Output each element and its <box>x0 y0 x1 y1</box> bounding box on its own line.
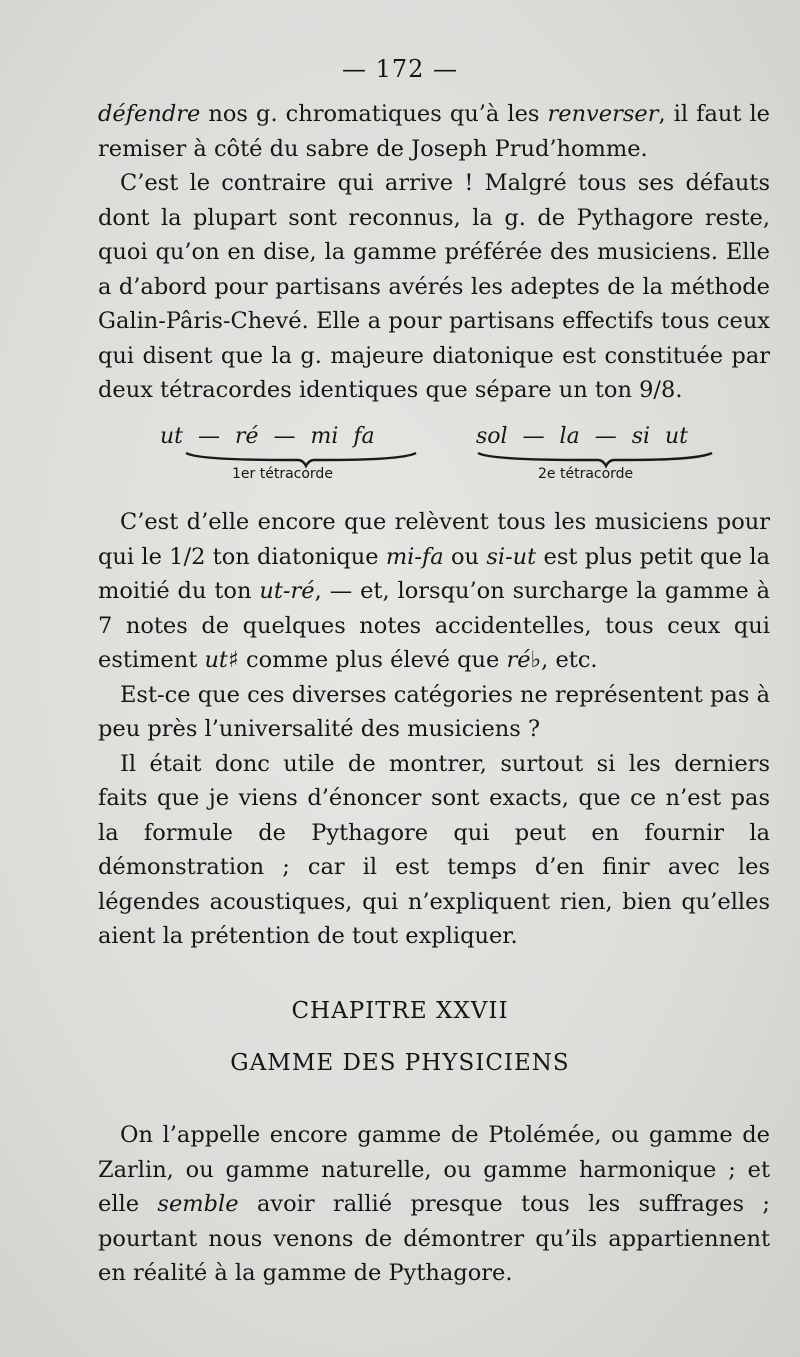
text-run: est plus petit que la moitié du ton <box>98 543 771 604</box>
first-tetrachord-notes: ut — ré — mi fa <box>160 424 375 449</box>
second-tetrachord-brace <box>478 453 712 466</box>
text-run: C’est d’elle encore que relèvent tous les musiciens pour qui le 1/2 ton diatonique <box>98 509 770 570</box>
first-tetrachord-brace <box>186 453 416 466</box>
text-block-3 <box>98 1118 770 1291</box>
text-run: nos g. chromatiques qu’à les <box>200 101 548 127</box>
paragraph <box>98 1118 770 1291</box>
italic-term: mi-fa <box>385 543 444 570</box>
paragraph <box>98 166 770 408</box>
text-run: ou <box>443 543 487 570</box>
tetrachord-diagram <box>98 420 770 490</box>
text-run: Il était donc utile de montrer, surtout si les derniers faits que je viens d’énoncer sont exacts, que ce n’est pas la formule de Pythagore qui peut en fournir la démonstration ; car il est temps d’en finir avec les légendes acoustiques, qui n’expliquent rien, bien qu’elles aient la prétention de tout expliquer. <box>98 750 770 949</box>
tetrachord-braces <box>98 450 770 470</box>
italic-term: défendre <box>98 101 201 127</box>
text-run: C’est le contraire qui arrive ! Malgré tous ses défauts dont la plupart sont reconnus, la g. de Pythagore reste, quoi qu’on en dise, la gamme préférée des musiciens. Elle a d’abord pour partisans avérés les adeptes de la méthode Galin-Pâris-Chevé. Elle a pour partisans effectifs tous ceux qui disent que la g. majeure diatonique est constituée par deux tétracordes identiques que sépare un ton 9/8. <box>98 170 770 403</box>
italic-term: semble <box>157 1191 239 1217</box>
text-block-1 <box>98 97 770 408</box>
second-tetrachord-notes: sol — la — si ut <box>476 424 689 449</box>
chapter-subtitle: GAMME DES PHYSICIENS <box>230 1050 570 1076</box>
second-tetrachord-caption: 2e tétracorde <box>538 466 634 482</box>
italic-term: ré♭ <box>506 647 542 673</box>
text-run: , il faut le remiser à côté du sabre de Joseph Prud’homme. <box>98 101 770 162</box>
text-run: comme plus élevé que <box>238 647 507 673</box>
italic-term: ut♯ <box>204 647 239 673</box>
text-run: On l’appelle encore gamme de Ptolémée, ou gamme de Zarlin, ou gamme naturelle, ou gamme harmonique ; et elle <box>98 1122 770 1217</box>
text-block-2 <box>98 505 770 954</box>
chapter-title: CHAPITRE XXVII <box>291 998 509 1024</box>
text-run: avoir rallié presque tous les suffrages ; pourtant nous venons de démontrer qu’ils appartiennent en réalité à la gamme de Pythagore. <box>98 1191 770 1286</box>
paragraph <box>98 678 770 747</box>
italic-term: ut-ré <box>259 578 315 604</box>
text-run: , etc. <box>541 647 598 673</box>
paragraph <box>98 747 770 954</box>
page-number: — 172 — <box>341 55 459 83</box>
first-tetrachord-caption: 1er tétracorde <box>232 466 333 482</box>
text-run: Est-ce que ces diverses catégories ne représentent pas à peu près l’universalité des musiciens ? <box>98 681 770 742</box>
italic-term: si-ut <box>486 543 537 570</box>
paragraph <box>98 97 770 166</box>
paragraph <box>98 505 770 678</box>
text-run: , — et, lorsqu’on surcharge la gamme à 7 notes de quelques notes accidentelles, tous ceux qui estiment <box>98 578 770 673</box>
italic-term: renverser <box>547 101 659 127</box>
